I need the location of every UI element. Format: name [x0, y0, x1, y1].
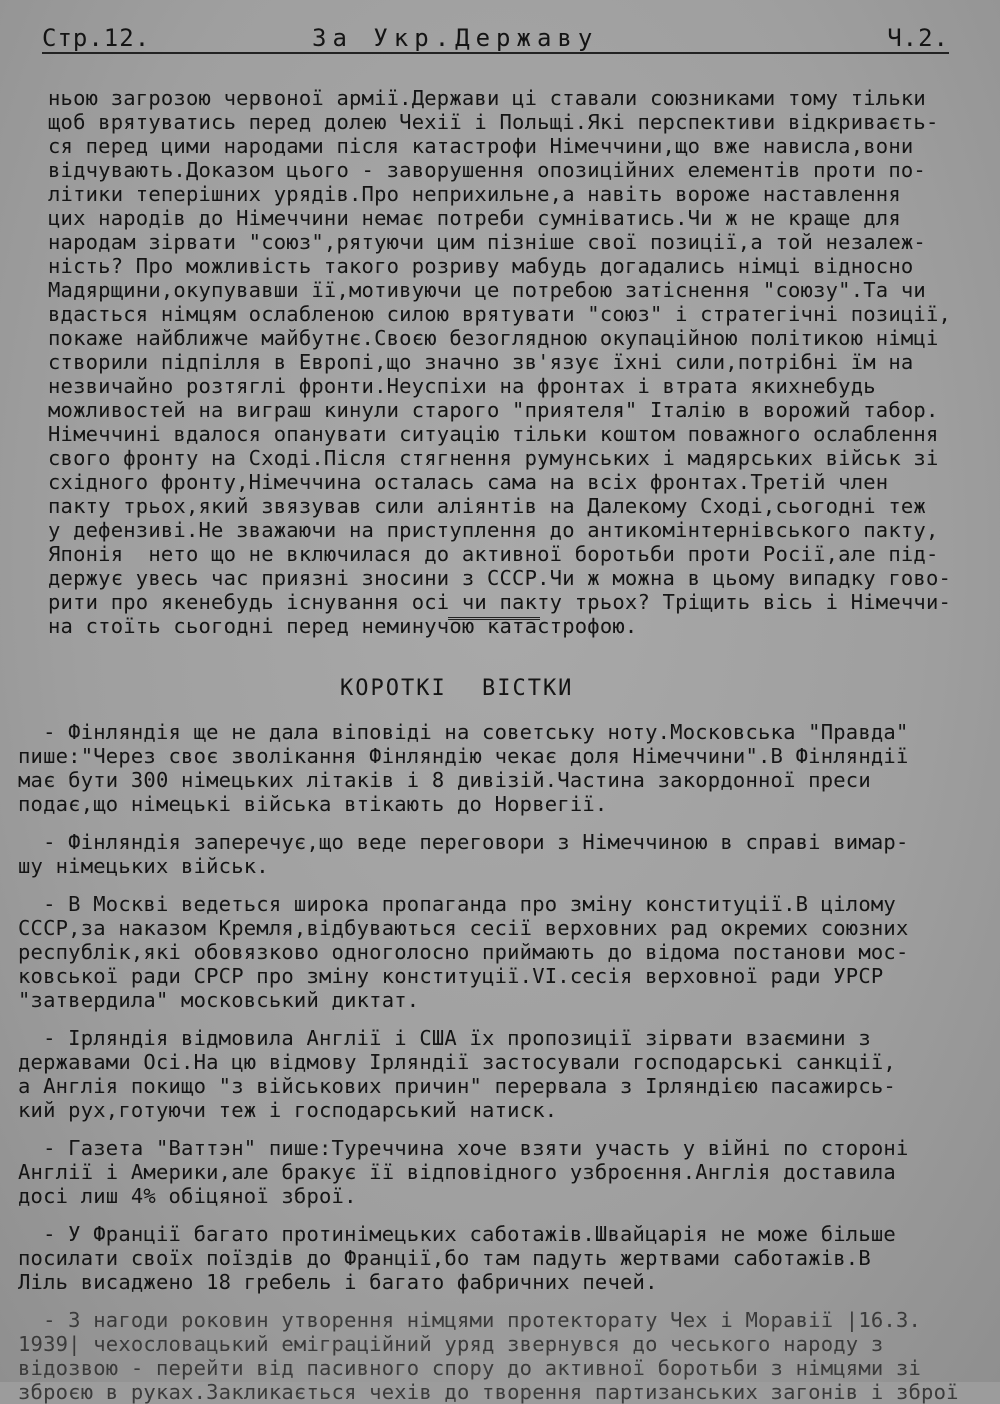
page-header: [42, 22, 957, 54]
page-number: Стр.12.: [42, 24, 151, 52]
news-line: - Фінляндія заперечує,що веде переговори з Німеччиною в справі вимар-: [18, 830, 909, 854]
news-line: "затвердила" московський диктат.: [18, 988, 420, 1012]
article-line: у дефензиві.Не зважаючи на приступлення до антикомінтернівського пакту,: [48, 518, 939, 542]
article-line: ність? Про можливість такого розриву мабудь догадались німці відносно: [48, 254, 914, 278]
news-line: кий рух,готуючи теж і господарський натиск.: [18, 1098, 558, 1122]
header-rule: [132, 52, 897, 54]
article-line: ся перед цими народами після катастрофи Німеччини,що вже нависла,вони: [48, 134, 914, 158]
news-line: Англії і Америки,але бракує її відповідного узброєння.Англія доставила: [18, 1160, 896, 1184]
article-line: Мадярщини,окупувавши її,мотивуючи це потребою затіснення "союзу".Та чи: [48, 278, 926, 302]
news-line: - З нагоди роковин утворення німцями протекторату Чех і Моравії |16.3.: [18, 1308, 922, 1332]
news-line: СССР,за наказом Кремля,відбуваються сесії верховних рад окремих союзних: [18, 916, 909, 940]
news-line: а Англія покищо "з військових причин" перервала з Ірляндією пасажирсь-: [18, 1074, 896, 1098]
news-line: - Газета "Ваттэн" пише:Туреччина хоче взяти участь у війні по стороні: [18, 1136, 909, 1160]
article-line: цих народів до Німеччини немає потреби сумніватись.Чи ж не краще для: [48, 206, 901, 230]
news-line: Ліль висаджено 18 гребель і багато фабричних печей.: [18, 1270, 658, 1294]
news-line: державами Осі.На цю відмову Ірляндії застосували господарські санкції,: [18, 1050, 896, 1074]
article-line: вдасться німцям ослабленою силою врятувати "союз" і стратегічні позиції,: [48, 302, 952, 326]
article-line: відчувають.Доказом цього - заворушення опозиційних елементів проти по-: [48, 158, 926, 182]
news-line: ковської ради СРСР про зміну конституції.VI.сесія верховної ради УРСР: [18, 964, 884, 988]
news-line: посилати своїх поїздів до Франції,бо там падуть жертвами саботажів.В: [18, 1246, 871, 1270]
article-line: незвичайно розтяглі фронти.Неуспіхи на фронтах і втрата якихнебудь: [48, 374, 876, 398]
article-line: народам зірвати "союз",рятуючи цим пізніше свої позиції,а той незалеж-: [48, 230, 926, 254]
news-line: республік,які обовязково одноголосно приймають до відома постанови мос-: [18, 940, 909, 964]
article-line: рити про якенебудь існування осі чи пакту трьох? Тріщить вісь і Німеччи-: [48, 590, 952, 614]
news-line: відозвою - перейти від пасивного спору до активної боротьби з німцями зі: [18, 1356, 922, 1380]
news-line: - Ірляндія відмовила Англії і США їх пропозиції зірвати взаємини з: [18, 1026, 871, 1050]
news-line: пише:"Через своє зволікання Фінляндію чекає доля Німеччини".В Фінляндії: [18, 744, 909, 768]
news-line: досі лиш 4% обіцяної зброї.: [18, 1184, 357, 1208]
section-separator: [448, 617, 540, 628]
news-line: шу німецьких військ.: [18, 854, 269, 878]
article-line: держує увесь час приязні зносини з СССР.Чи ж можна в цьому випадку гово-: [48, 566, 952, 590]
article-line: літики теперішних урядів.Про неприхильне,а навіть вороже наставлення: [48, 182, 901, 206]
article-line: Японія нето що не включилася до активної боротьби проти Росії,але під-: [48, 542, 939, 566]
article-line: можливостей на виграш кинули старого "приятеля" Італію в ворожий табор.: [48, 398, 939, 422]
section-title: КОРОТКІ ВІСТКИ: [340, 676, 574, 701]
news-line: - У Франції багато протинімецьких саботажів.Швайцарія не може більше: [18, 1222, 896, 1246]
publication-title: За Укр.Державу: [312, 24, 599, 52]
article-line: створили підпілля в Европі,що значно зв'язує їхні сили,потрібні їм на: [48, 350, 914, 374]
news-line: - Фінляндія ще не дала віповіді на советську ноту.Московська "Правда": [18, 720, 909, 744]
article-line: покаже найближче майбутнє.Своєю безоглядною окупаційною політикою німці: [48, 326, 939, 350]
news-line: зброєю в руках.Закликається чехів до творення партизанських загонів і зброї: [18, 1380, 959, 1404]
news-line: - В Москві ведеться широка пропаганда про зміну конституції.В цілому: [18, 892, 896, 916]
news-line: має бути 300 німецьких літаків і 8 дивізій.Частина закордонної преси: [18, 768, 871, 792]
issue-number: Ч.2.: [887, 24, 949, 52]
article-line: ньою загрозою червоної армії.Держави ці ставали союзниками тому тільки: [48, 86, 926, 110]
article-line: на стоїть сьогодні перед неминучою катастрофою.: [48, 614, 638, 638]
article-line: східного фронту,Німеччина осталась сама на всіх фронтах.Третій член: [48, 470, 889, 494]
article-line: Німеччині вдалося опанувати ситуацію тільки коштом поважного ослаблення: [48, 422, 939, 446]
article-line: щоб врятуватись перед долею Чехії і Польщі.Які перспективи відкриваєть-: [48, 110, 939, 134]
article-line: пакту трьох,який звязував сили аліянтів на Далекому Сході,сьогодні теж: [48, 494, 926, 518]
separator-line: [448, 617, 540, 628]
news-line: 1939| чехословацький еміграційний уряд звернувся до чеського народу з: [18, 1332, 884, 1356]
news-line: подає,що німецькі війська втікають до Норвегії.: [18, 792, 608, 816]
article-line: свого фронту на Сході.Після стягнення румунських і мадярських військ зі: [48, 446, 939, 470]
